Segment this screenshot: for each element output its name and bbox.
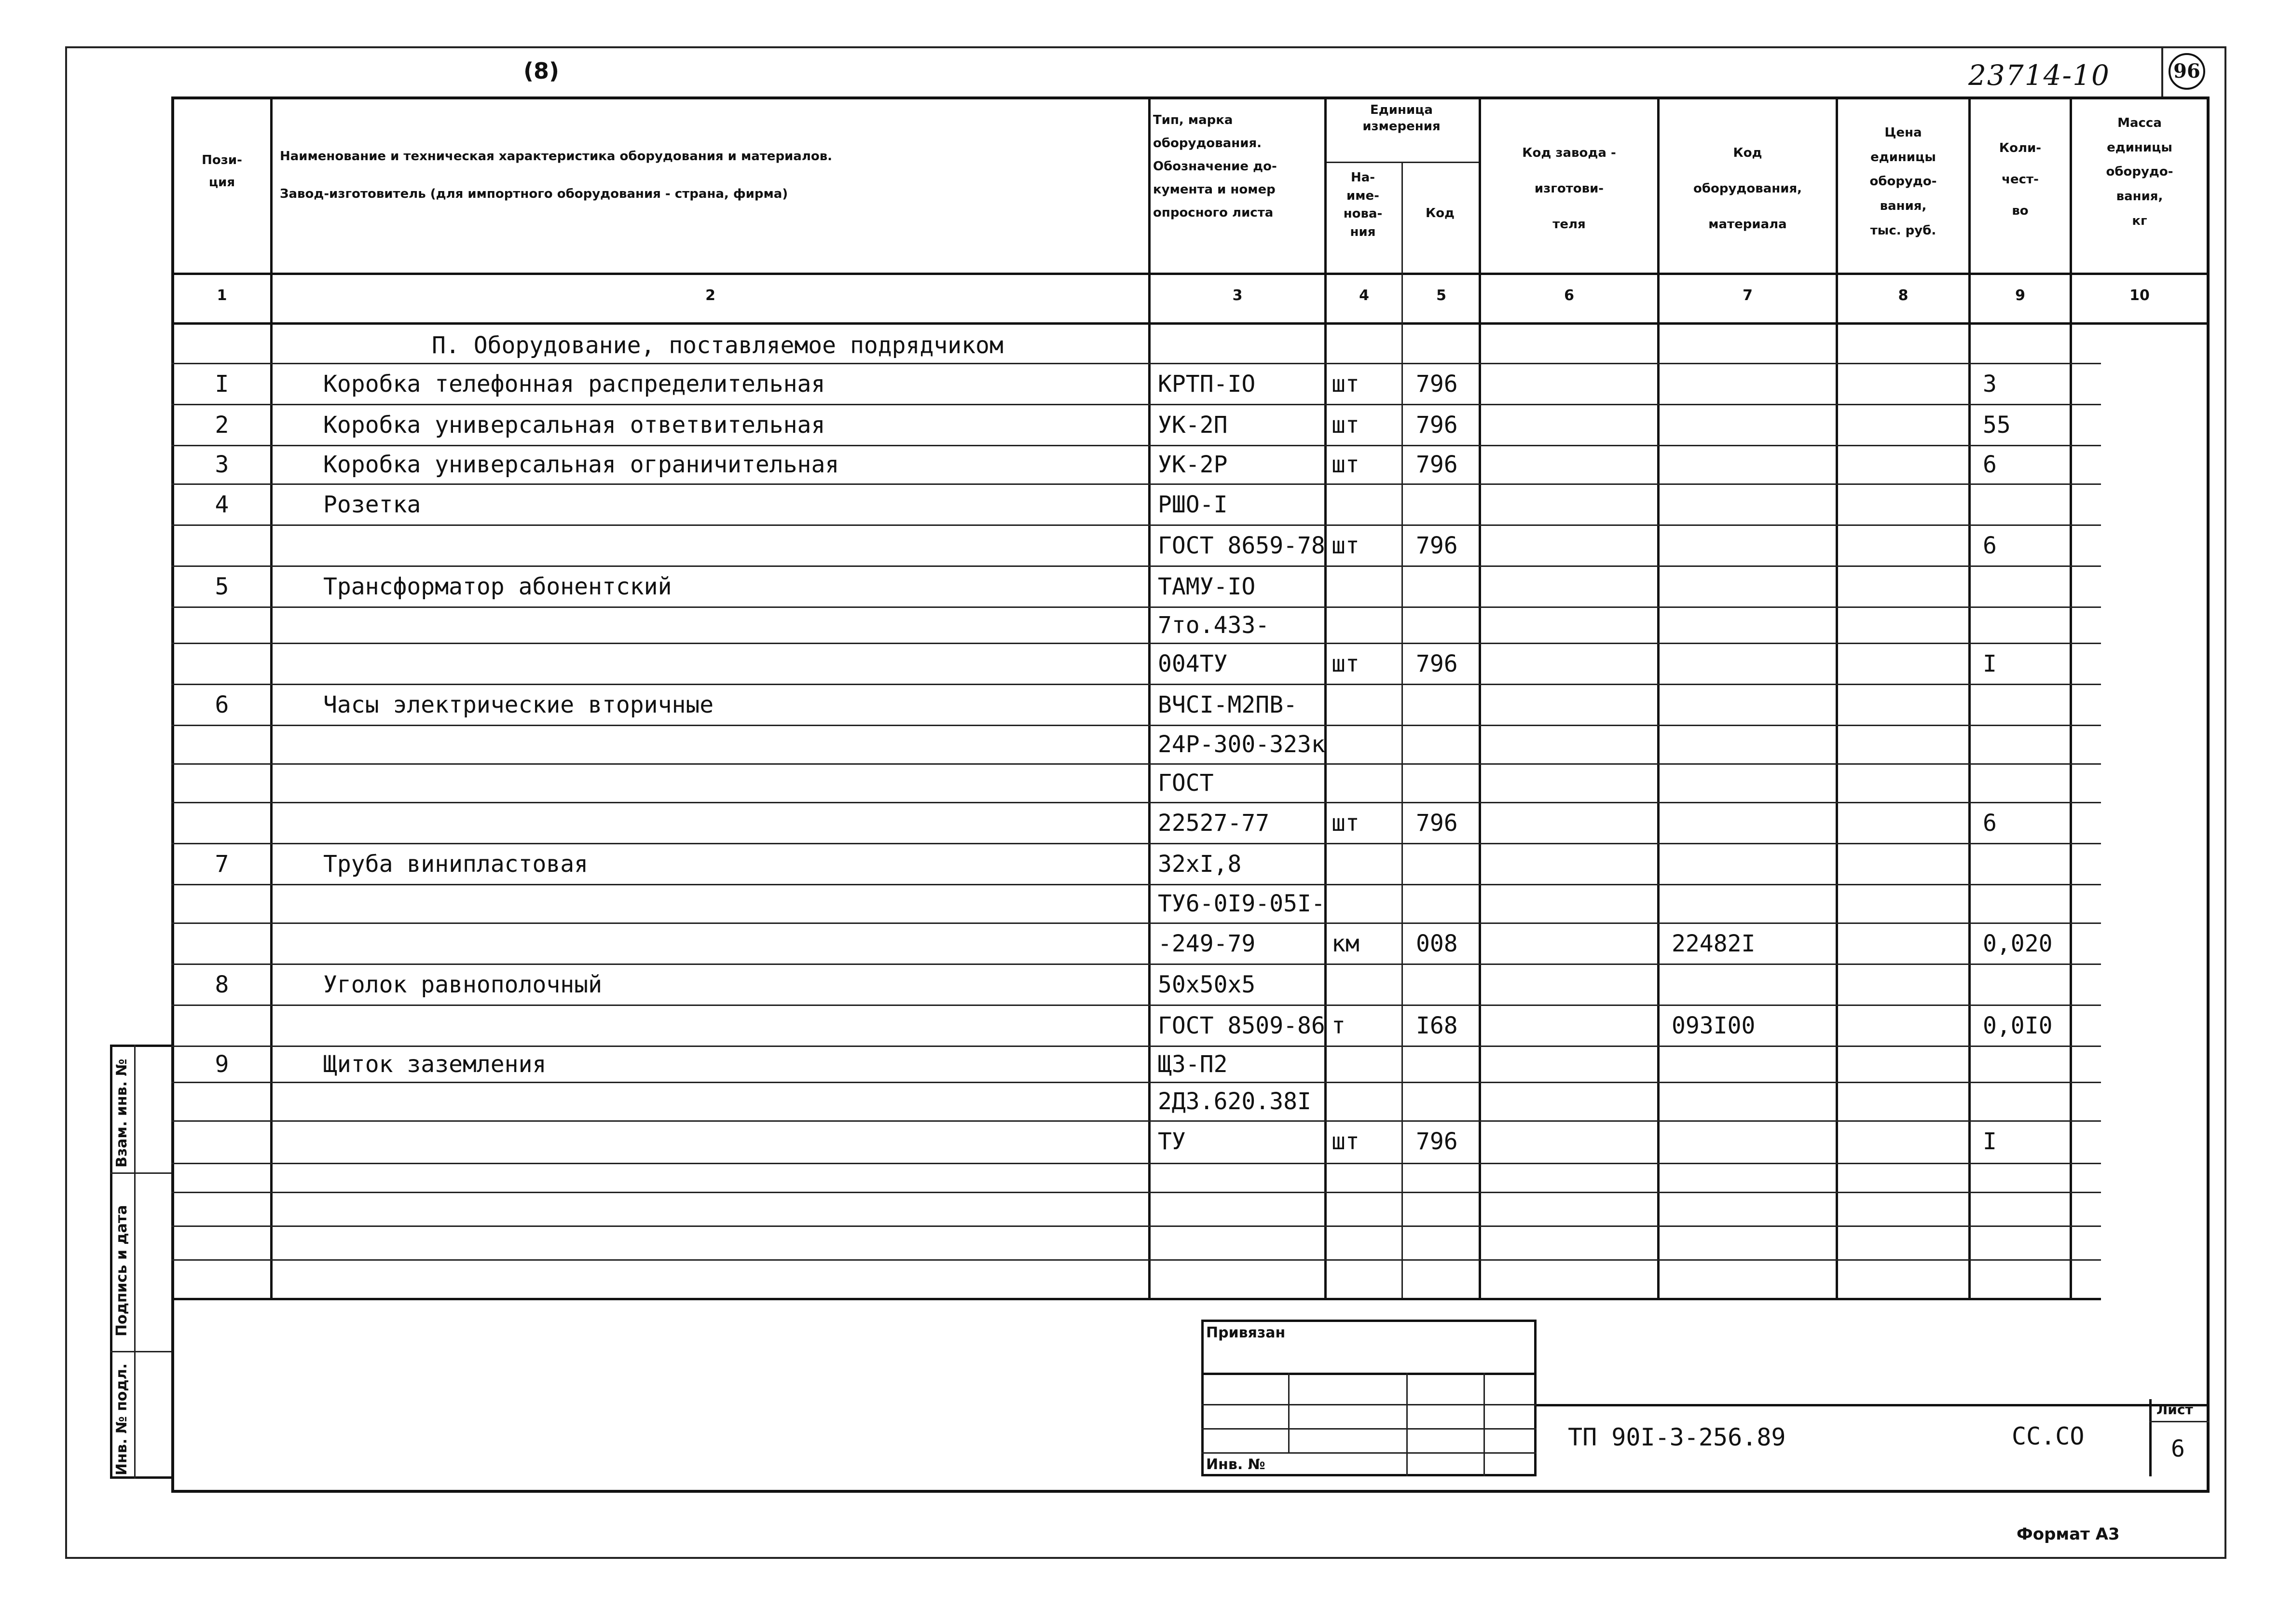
colnum-8: 8 [1898,287,1908,304]
cell-code: I68 [1416,1012,1458,1039]
cell-type: КРТП-IO [1158,370,1256,398]
cell-pos: 6 [215,691,229,718]
row-line [171,802,2101,803]
colnum-3: 3 [1232,287,1243,304]
cell-pos: 3 [215,451,229,478]
cell-code: 008 [1416,930,1458,957]
header-name: Наименование и техническая характеристика оборудования и материалов. Завод-изготовитель (для импортного оборудования - страна, фирма) [280,149,833,201]
cell-type: 24Р-300-323к [1158,731,1325,758]
cell-qty: I [1983,650,1997,677]
col-line-1 [270,96,273,1298]
row-line [171,1005,2101,1006]
header-quantity: Коли- чест- во [1999,141,2042,218]
cell-name: Трансформатор абонентский [323,573,672,600]
row-line [171,606,2101,608]
cell-equip-code: 22482I [1672,930,1756,957]
cell-code: 796 [1416,650,1458,677]
cell-type: ТАМУ-IO [1158,573,1256,600]
cell-name: Часы электрические вторичные [323,691,714,718]
linked-line-1 [1201,1373,1537,1375]
linked-line-3 [1201,1428,1537,1430]
empty-row-line [171,1259,2101,1261]
cell-name: Уголок равнополочный [323,971,602,998]
header-unit-code: Код [1425,206,1455,220]
row-line [171,1082,2101,1083]
header-factory-code: Код завода - изготови- теля [1522,146,1616,232]
col-line-6 [1657,96,1660,1298]
row-line [171,843,2101,844]
header-bottom-line [171,273,2210,275]
col-line-3 [1324,96,1327,1298]
cell-type: ГОСТ 8509-86 [1158,1012,1325,1039]
cell-pos: 9 [215,1050,229,1078]
colnum-5: 5 [1436,287,1446,304]
empty-row-line [171,1163,2101,1164]
side-stamp-sep-2 [110,1351,171,1352]
cell-code: 796 [1416,411,1458,439]
linked-line-2 [1201,1404,1537,1405]
cell-code: 796 [1416,1128,1458,1155]
cell-type: ВЧСI-М2ПВ- [1158,691,1297,718]
col-line-7 [1836,96,1838,1298]
cell-pos: 2 [215,411,229,439]
document-number: ТП 90I-3-256.89 [1568,1423,1786,1451]
header-unit-name: На- име- нова- ния [1343,170,1383,240]
cell-pos: 8 [215,971,229,998]
cell-type: -249-79 [1158,930,1256,957]
colnum-4: 4 [1359,287,1369,304]
circle-separator [2161,48,2163,96]
row-line [171,725,2101,726]
cell-unit: шт [1332,411,1359,439]
sheet-number: 6 [2171,1435,2185,1462]
cell-type: 22527-77 [1158,809,1270,837]
linked-vline-3 [1483,1373,1485,1476]
format-label: Формат А3 [2017,1525,2120,1544]
cell-name: Коробка телефонная распределительная [323,370,825,398]
header-equipment-code: Код оборудования, материала [1693,146,1802,232]
header-unit-group: Единица измерения [1362,103,1441,134]
title-block-top [1537,1404,2210,1406]
cell-qty: 0,0I0 [1983,1012,2053,1039]
cell-name: Розетка [323,491,421,518]
row-line [171,445,2101,446]
side-label-signature-date: Подпись и дата [113,1205,130,1336]
page-circle-text: 96 [2173,60,2200,83]
cell-pos: 4 [215,491,229,518]
cell-equip-code: 093I00 [1672,1012,1756,1039]
cell-qty: I [1983,1128,1997,1155]
colnum-9: 9 [2015,287,2025,304]
cell-unit: км [1332,930,1359,957]
cell-unit: шт [1332,451,1359,478]
cell-type: ГОСТ 8659-78 [1158,532,1325,559]
cell-type: 50х50х5 [1158,971,1256,998]
cell-code: 796 [1416,532,1458,559]
side-stamp-divider [134,1045,136,1479]
colnum-bottom-line [171,322,2210,325]
row-line [171,763,2101,765]
cell-pos: 5 [215,573,229,600]
linked-stamp-label: Привязан [1206,1324,1286,1341]
row-line [171,684,2101,685]
empty-row-line [171,1192,2101,1193]
row-line [171,483,2101,485]
cell-qty: 55 [1983,411,2011,439]
col-line-9 [2070,96,2072,1298]
cell-pos: I [215,370,229,398]
cell-name: Коробка универсальная ответвительная [323,411,825,439]
colnum-7: 7 [1743,287,1753,304]
colnum-2: 2 [705,287,715,304]
side-stamp-sep-1 [110,1172,171,1174]
cell-type: УК-2П [1158,411,1228,439]
row-line [171,1120,2101,1122]
cell-type: УК-2Р [1158,451,1228,478]
row-line [171,404,2101,405]
cell-type: 004ТУ [1158,650,1228,677]
row-line [171,524,2101,526]
cell-unit: шт [1332,532,1359,559]
colnum-6: 6 [1564,287,1574,304]
row-line [171,363,2101,364]
cell-type: ЩЗ-П2 [1158,1050,1228,1078]
header-type: Тип, марка оборудования. Обозначение до- кумента и номер опросного листа [1153,113,1277,220]
cell-qty: 0,020 [1983,930,2053,957]
inv-number-label: Инв. № [1206,1456,1265,1473]
header-mass: Масса единицы оборудо- вания, кг [2106,116,2173,228]
cell-unit: шт [1332,650,1359,677]
cell-name: Труба винипластовая [323,850,589,878]
row-line [171,643,2101,644]
cell-type: ТУ [1158,1128,1186,1155]
cell-type: 32хI,8 [1158,850,1242,878]
sheet-marker: (8) [523,58,560,84]
linked-vline-1 [1288,1373,1290,1452]
cell-pos: 7 [215,850,229,878]
sheet-box-divider [2149,1421,2210,1422]
cell-type: 2ДЗ.620.38I [1158,1088,1311,1115]
row-line [171,963,2101,965]
header-position: Пози- ция [202,153,242,190]
cell-code: 796 [1416,809,1458,837]
header-price: Цена единицы оборудо- вания, тыс. руб. [1869,125,1937,238]
cell-name: Щиток заземления [323,1050,547,1078]
cell-type: ГОСТ [1158,770,1214,797]
page-circle-number [2169,53,2205,90]
col-line-5 [1479,96,1481,1298]
row-line [171,1046,2101,1047]
cell-qty: 3 [1983,370,1997,398]
cell-unit: шт [1332,1128,1359,1155]
document-code: СС.СО [2012,1422,2085,1450]
empty-row-line [171,1225,2101,1227]
cell-type: РШО-I [1158,491,1228,518]
colnum-1: 1 [217,287,227,304]
cell-qty: 6 [1983,451,1997,478]
col-line-8 [1968,96,1971,1298]
row-line [171,565,2101,567]
cell-name: Коробка универсальная ограничительная [323,451,839,478]
cell-type: 7то.433- [1158,611,1270,639]
section-title: П. Оборудование, поставляемое подрядчиком [432,332,1003,359]
row-line [171,884,2101,885]
cell-unit: шт [1332,809,1359,837]
handwritten-doc-code: 23714-10 [1968,59,2110,92]
cell-qty: 6 [1983,532,1997,559]
side-label-original-inv: Инв. № подл. [113,1363,130,1475]
linked-vline-2 [1406,1373,1408,1476]
cell-code: 796 [1416,370,1458,398]
table-body-bottom [171,1298,2101,1300]
row-line [171,922,2101,924]
colnum-10: 10 [2129,287,2150,304]
col-line-2 [1148,96,1151,1298]
cell-code: 796 [1416,451,1458,478]
cell-unit: шт [1332,370,1359,398]
side-label-replace-inv: Взам. инв. № [113,1059,130,1168]
sheet-label: Лист [2156,1402,2193,1418]
linked-line-4 [1201,1452,1537,1454]
cell-unit: т [1332,1012,1345,1039]
col-line-4 [1401,162,1403,1298]
cell-qty: 6 [1983,809,1997,837]
cell-type: ТУ6-0I9-05I- [1158,890,1325,917]
